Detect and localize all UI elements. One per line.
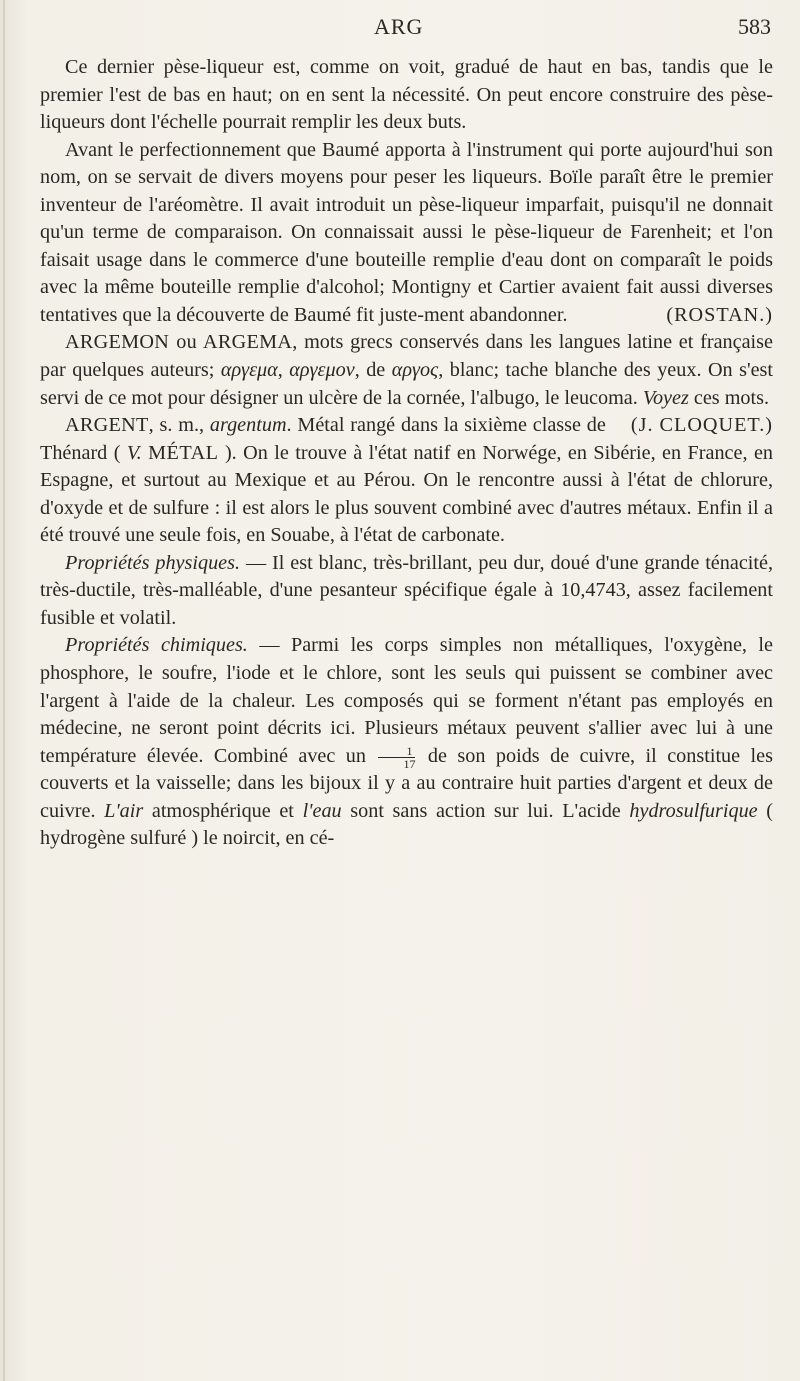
page-gutter (3, 0, 5, 1381)
entry-headword: ARGEMON ou ARGEMA (65, 331, 293, 354)
entry-headword: ARGENT (65, 414, 149, 437)
entry-argent: ARGENT, s. m., argentum. Métal rangé dans la sixième classe de Thénard ( V. MÉTAL ). On le trouve à l'état natif en Norwége, en Sibérie, en France, en Espagne, et surtout au Mexique et au Pérou. On le rencontre aussi à l'état de chlorure, d'oxyde et de sulfure : il est alors le plus souvent combiné avec d'autres métaux. Enfin il a été trouvé une seule fois, en Souabe, à l'état de carbonate. (40, 414, 774, 547)
section-chemical-properties: Propriétés chimiques. — Parmi les corps simples non métalliques, l'oxygène, le phosphore, le soufre, l'iode et le chlore, sont les seuls qui puissent se combiner avec l'argent à l'aide de la chaleur. Les composés qui se forment n'étant pas employés en médecine, ne seront point décrits ici. Plusieurs métaux peuvent s'allier avec lui à une température élevée. Combiné avec un $\frac{1}{17}$ de son poids de cuivre, il constitue les couverts et la vaisselle; dans les bijoux il y a au contraire huit parties d'argent et deux de cuivre. L'air atmosphérique et l'eau sont sans action sur lui. L'acide hydrosulfurique ( hydrogène sulfuré ) le noircit, en cé- (40, 634, 773, 850)
paragraph-text: Avant le perfectionnement que Baumé apporta à l'instrument qui porte aujourd'hui son nom, on se servait de divers moyens pour peser les liqueurs. Boïle paraît être le premier inventeur de l'aréomètre. Il avait introduit un pèse-liqueur imparfait, puisqu'il ne donnait qu'un terme de comparaison. On connaissait aussi le pèse-liqueur de Farenheit; et l'on faisait usage dans le commerce d'une bouteille remplie d'eau dont on comparaît le poids avec la même bouteille remplie d'alcohol; Montigny et Cartier avaient fait aussi diverses tentatives que la découverte de Baumé fit juste-ment abandonner. (40, 138, 773, 326)
greek-word: αργεμον (289, 359, 355, 382)
greek-word: αργος (391, 359, 439, 382)
greek-word: αργεμα (220, 359, 278, 382)
italic-term: hydrosulfurique (629, 799, 758, 822)
section-label: Propriétés chimiques. (65, 634, 248, 657)
entry-argemon: ARGEMON ou ARGEMA, mots grecs conservés dans les langues latine et française par quelques auteurs; αργεμα, αργεμον, de αργος, blanc; tache blanche des yeux. On s'est servi de ce mot pour désigner un ulcère de la cornée, l'albugo, le leucoma. Voyez ces mots. (J. CLOQUET.) (40, 329, 773, 412)
fraction-numerator: 1 (378, 745, 415, 758)
paragraph-areometre-history (40, 137, 773, 330)
page-number: 583 (738, 14, 771, 39)
cross-reference: Voyez (642, 386, 689, 409)
paragraph-areometre-scale: Ce dernier pèse-liqueur est, comme on voit, gradué de haut en bas, tandis que le premier l'est de bas en haut; on en sent la nécessité. On peut encore construire des pèse-liqueurs dont l'échelle pourrait remplir les deux buts. (40, 56, 773, 134)
cross-reference: MÉTAL (148, 441, 219, 464)
section-label: Propriétés physiques. (65, 551, 241, 574)
author-signature: (ROSTAN.) (666, 303, 773, 326)
latin-term: argentum (209, 414, 287, 437)
italic-term: l'eau (302, 799, 342, 822)
running-head (0, 14, 800, 46)
author-signature: (J. CLOQUET.) (630, 414, 773, 437)
section-physical-properties: Propriétés physiques. — Il est blanc, très-brillant, peu dur, doué d'une grande ténacité, très-ductile, très-malléable, d'une pesanteur spécifique égale à 10,4743, assez facilement fusible et volatil. (40, 551, 774, 629)
fraction-denominator: 17 (403, 756, 416, 771)
italic-term: L'air (104, 799, 144, 822)
cross-reference-marker: V. (126, 441, 142, 464)
fraction (378, 745, 415, 770)
page-body (40, 54, 773, 853)
running-head-title: ARG (374, 14, 424, 39)
